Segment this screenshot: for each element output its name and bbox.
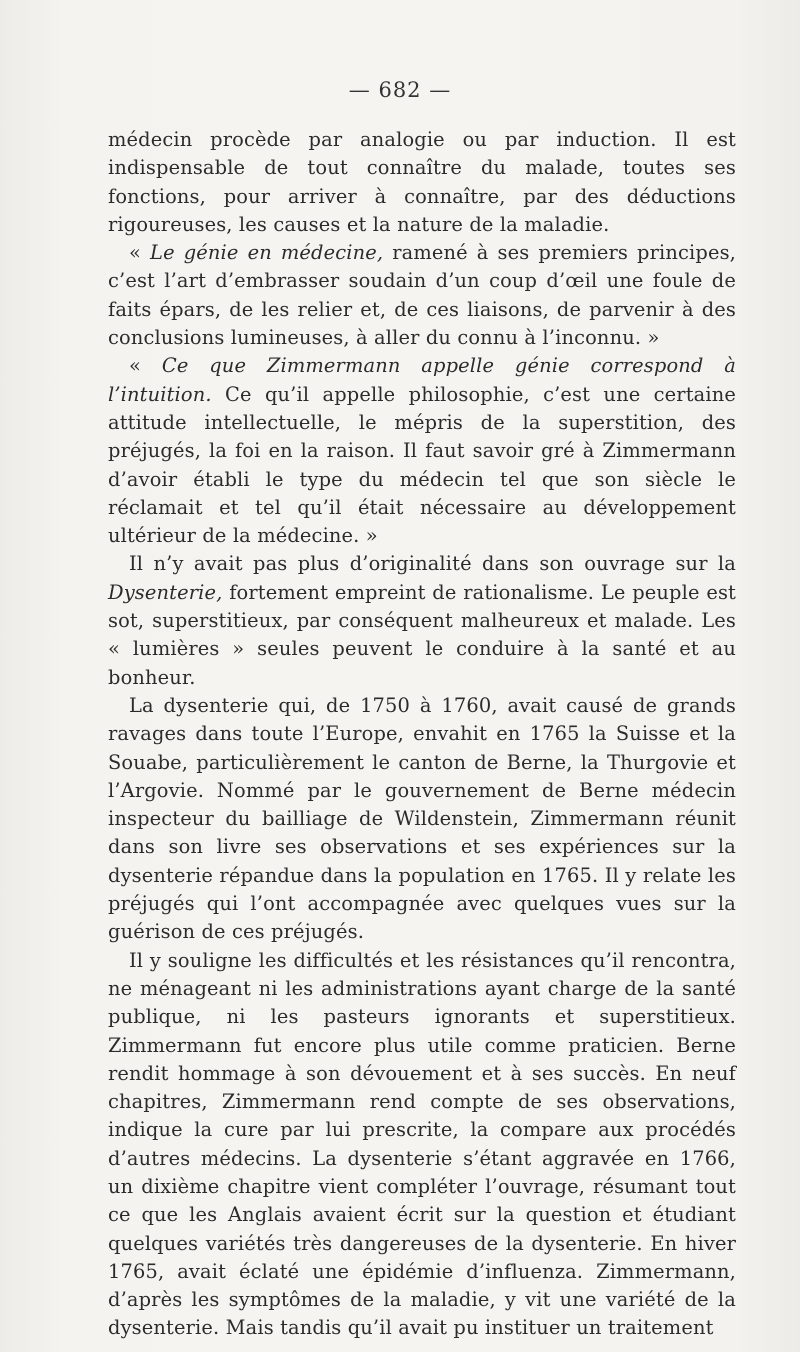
italic-segment: Dysenterie, xyxy=(108,580,223,604)
paragraph xyxy=(108,239,736,352)
page-number: — 682 — xyxy=(348,78,452,102)
paragraph xyxy=(108,550,736,691)
text-segment: Il y souligne les difficultés et les résistances qu’il rencontra, ne ménageant ni les administrations ayant charge de la santé publique, ni les pasteurs ignorants et superstitieux. Zimmermann fut encore plus utile comme praticien. Berne rendit hommage à son dévouement et à ses succès. En neuf chapitres, Zimmermann rend compte de ses observations, indique la cure par lui prescrite, la compare aux procédés d’autres médecins. La dysenterie s’étant aggravée en 1766, un dixième chapitre vient compléter l’ouvrage, résumant tout ce que les Anglais avaient écrit sur la question et étudiant quelques variétés très dangereuses de la dysenterie. En hiver 1765, avait éclaté une épidémie d’influenza. Zimmermann, d’après les symptômes de la maladie, y vit une variété de la dysenterie. Mais tandis qu’il avait pu instituer un traitement xyxy=(108,948,736,1340)
paragraph xyxy=(108,692,736,947)
text-segment: fortement empreint de rationalisme. Le peuple est sot, superstitieux, par conséquent malheureux et malade. Les « lumières » seules peuvent le conduire à la santé et au bonheur. xyxy=(108,580,736,689)
text-segment: La dysenterie qui, de 1750 à 1760, avait causé de grands ravages dans toute l’Europe, envahit en 1765 la Suisse et la Souabe, particulièrement le canton de Berne, la Thurgovie et l’Argovie. Nommé par le gouvernement de Berne médecin inspecteur du bailliage de Wildenstein, Zimmermann réunit dans son livre ses observations et ses expériences sur la dysenterie répandue dans la population en 1765. Il y relate les préjugés qui l’ont accompagnée avec quelques vues sur la guérison de ces préjugés. xyxy=(108,693,736,944)
body-text xyxy=(108,126,736,1343)
paragraph xyxy=(108,352,736,550)
italic-segment: Le génie en médecine, xyxy=(150,241,384,265)
text-segment: Il n’y avait pas plus d’originalité dans son ouvrage sur la xyxy=(129,552,736,576)
text-segment: Ce qu’il appelle philosophie, c’est une certaine attitude intellectuelle, le mépris de la superstition, des préjugés, la foi en la raison. Il faut savoir gré à Zimmermann d’avoir établi le type du médecin tel que son siècle le réclamait et tel qu’il était nécessaire au développement ultérieur de la médecine. » xyxy=(108,382,736,548)
text-segment: ramené à ses premiers principes, c’est l’art d’embrasser soudain d’un coup d’œil une foule de faits épars, de les relier et, de ces liaisons, de parvenir à des conclusions lumineuses, à aller du connu à l’inconnu. » xyxy=(108,241,736,350)
text-segment: « xyxy=(129,241,151,265)
text-segment: « xyxy=(129,354,162,378)
text-segment: médecin procède par analogie ou par induction. Il est indispensable de tout connaître du malade, toutes ses fonctions, pour arriver à connaître, par des déductions rigoureuses, les causes et la nature de la maladie. xyxy=(108,128,736,236)
paragraph xyxy=(108,126,736,239)
italic-segment: Ce que Zimmermann appelle génie correspond à l’intuition. xyxy=(108,354,737,406)
paragraph xyxy=(108,947,736,1343)
